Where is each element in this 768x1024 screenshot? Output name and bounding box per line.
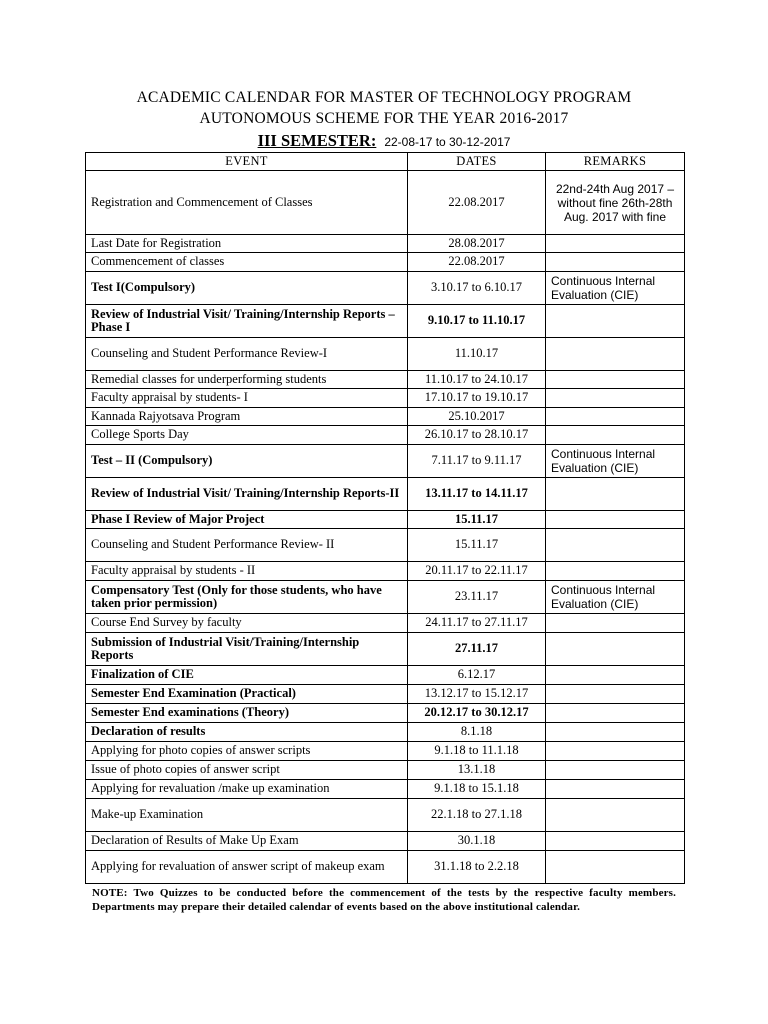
table-row [86, 371, 685, 389]
event-cell: Faculty appraisal by students- I [86, 389, 408, 408]
calendar-subtitle: AUTONOMOUS SCHEME FOR THE YEAR 2016-2017 [199, 110, 569, 127]
remarks-cell [546, 723, 685, 742]
dates-cell: 3.10.17 to 6.10.17 [408, 272, 546, 305]
dates-cell: 11.10.17 to 24.10.17 [408, 371, 546, 389]
semester-heading [0, 131, 768, 151]
event-cell: Finalization of CIE [86, 666, 408, 685]
event-cell: Commencement of classes [86, 253, 408, 272]
event-cell: Registration and Commencement of Classes [86, 171, 408, 235]
remarks-cell [546, 408, 685, 426]
table-row [86, 253, 685, 272]
event-cell: Declaration of results [86, 723, 408, 742]
calendar-title: ACADEMIC CALENDAR FOR MASTER OF TECHNOLOGY PROGRAM [136, 89, 632, 106]
event-cell: Compensatory Test (Only for those students, who have taken prior permission) [86, 581, 408, 614]
dates-cell: 15.11.17 [408, 529, 546, 562]
remarks-cell [546, 685, 685, 704]
table-row [86, 305, 685, 338]
remarks-cell [546, 832, 685, 851]
dates-cell: 28.08.2017 [408, 235, 546, 253]
remarks-cell: 22nd-24th Aug 2017 – without fine 26th-28th Aug. 2017 with fine [546, 171, 685, 235]
event-cell: Test I(Compulsory) [86, 272, 408, 305]
remarks-cell [546, 704, 685, 723]
calendar-table [85, 152, 685, 884]
dates-cell: 23.11.17 [408, 581, 546, 614]
dates-cell: 27.11.17 [408, 633, 546, 666]
table-row [86, 761, 685, 780]
dates-cell: 20.11.17 to 22.11.17 [408, 562, 546, 581]
dates-cell: 31.1.18 to 2.2.18 [408, 851, 546, 884]
table-row [86, 799, 685, 832]
remarks-cell [546, 389, 685, 408]
remarks-cell [546, 633, 685, 666]
event-cell: Remedial classes for underperforming students [86, 371, 408, 389]
dates-cell: 15.11.17 [408, 511, 546, 529]
event-cell: Applying for revaluation of answer script of makeup exam [86, 851, 408, 884]
event-cell: Make-up Examination [86, 799, 408, 832]
table-row [86, 780, 685, 799]
table-row [86, 581, 685, 614]
column-header-event: EVENT [86, 153, 408, 171]
remarks-cell [546, 666, 685, 685]
table-row [86, 742, 685, 761]
dates-cell: 22.1.18 to 27.1.18 [408, 799, 546, 832]
event-cell: Counseling and Student Performance Review- II [86, 529, 408, 562]
table-row [86, 614, 685, 633]
table-row [86, 389, 685, 408]
remarks-cell [546, 851, 685, 884]
remarks-cell [546, 426, 685, 445]
semester-label: III SEMESTER: [257, 131, 377, 150]
dates-cell: 8.1.18 [408, 723, 546, 742]
dates-cell: 9.1.18 to 15.1.18 [408, 780, 546, 799]
dates-cell: 9.1.18 to 11.1.18 [408, 742, 546, 761]
table-row [86, 338, 685, 371]
table-row [86, 478, 685, 511]
remarks-cell [546, 305, 685, 338]
event-cell: Review of Industrial Visit/ Training/Internship Reports-II [86, 478, 408, 511]
footer-note: NOTE: Two Quizzes to be conducted before the commencement of the tests by the respective faculty members. Departments may prepare their detailed calendar of events based on the above institutional calendar. [92, 887, 676, 913]
dates-cell: 17.10.17 to 19.10.17 [408, 389, 546, 408]
column-header-remarks: REMARKS [546, 153, 685, 171]
remarks-cell [546, 478, 685, 511]
remarks-cell [546, 742, 685, 761]
event-cell: College Sports Day [86, 426, 408, 445]
event-cell: Test – II (Compulsory) [86, 445, 408, 478]
column-header-dates: DATES [408, 153, 546, 171]
table-row [86, 235, 685, 253]
table-row [86, 562, 685, 581]
event-cell: Last Date for Registration [86, 235, 408, 253]
remarks-cell: Continuous Internal Evaluation (CIE) [546, 445, 685, 478]
remarks-cell: Continuous Internal Evaluation (CIE) [546, 581, 685, 614]
dates-cell: 13.11.17 to 14.11.17 [408, 478, 546, 511]
event-cell: Declaration of Results of Make Up Exam [86, 832, 408, 851]
table-row [86, 272, 685, 305]
event-cell: Faculty appraisal by students - II [86, 562, 408, 581]
remarks-cell [546, 562, 685, 581]
event-cell: Applying for photo copies of answer scripts [86, 742, 408, 761]
dates-cell: 24.11.17 to 27.11.17 [408, 614, 546, 633]
semester-dates: 22-08-17 to 30-12-2017 [384, 135, 511, 149]
table-row [86, 426, 685, 445]
dates-cell: 20.12.17 to 30.12.17 [408, 704, 546, 723]
event-cell: Submission of Industrial Visit/Training/Internship Reports [86, 633, 408, 666]
table-row [86, 511, 685, 529]
table-header-row [86, 153, 685, 171]
table-row [86, 851, 685, 884]
event-cell: Applying for revaluation /make up examination [86, 780, 408, 799]
event-cell: Course End Survey by faculty [86, 614, 408, 633]
dates-cell: 11.10.17 [408, 338, 546, 371]
remarks-cell [546, 235, 685, 253]
remarks-cell [546, 253, 685, 272]
event-cell: Semester End Examination (Practical) [86, 685, 408, 704]
dates-cell: 22.08.2017 [408, 171, 546, 235]
event-cell: Issue of photo copies of answer script [86, 761, 408, 780]
event-cell: Phase I Review of Major Project [86, 511, 408, 529]
dates-cell: 13.12.17 to 15.12.17 [408, 685, 546, 704]
table-row [86, 529, 685, 562]
table-row [86, 171, 685, 235]
dates-cell: 25.10.2017 [408, 408, 546, 426]
table-row [86, 832, 685, 851]
event-cell: Semester End examinations (Theory) [86, 704, 408, 723]
remarks-cell [546, 511, 685, 529]
dates-cell: 26.10.17 to 28.10.17 [408, 426, 546, 445]
remarks-cell [546, 799, 685, 832]
dates-cell: 22.08.2017 [408, 253, 546, 272]
event-cell: Kannada Rajyotsava Program [86, 408, 408, 426]
table-row [86, 445, 685, 478]
table-row [86, 685, 685, 704]
dates-cell: 13.1.18 [408, 761, 546, 780]
dates-cell: 6.12.17 [408, 666, 546, 685]
remarks-cell [546, 338, 685, 371]
remarks-cell [546, 761, 685, 780]
event-cell: Review of Industrial Visit/ Training/Internship Reports – Phase I [86, 305, 408, 338]
remarks-cell: Continuous Internal Evaluation (CIE) [546, 272, 685, 305]
remarks-cell [546, 614, 685, 633]
table-row [86, 666, 685, 685]
dates-cell: 9.10.17 to 11.10.17 [408, 305, 546, 338]
table-row [86, 633, 685, 666]
table-row [86, 723, 685, 742]
remarks-cell [546, 529, 685, 562]
dates-cell: 30.1.18 [408, 832, 546, 851]
table-row [86, 408, 685, 426]
remarks-cell [546, 371, 685, 389]
event-cell: Counseling and Student Performance Review-I [86, 338, 408, 371]
remarks-cell [546, 780, 685, 799]
dates-cell: 7.11.17 to 9.11.17 [408, 445, 546, 478]
table-row [86, 704, 685, 723]
